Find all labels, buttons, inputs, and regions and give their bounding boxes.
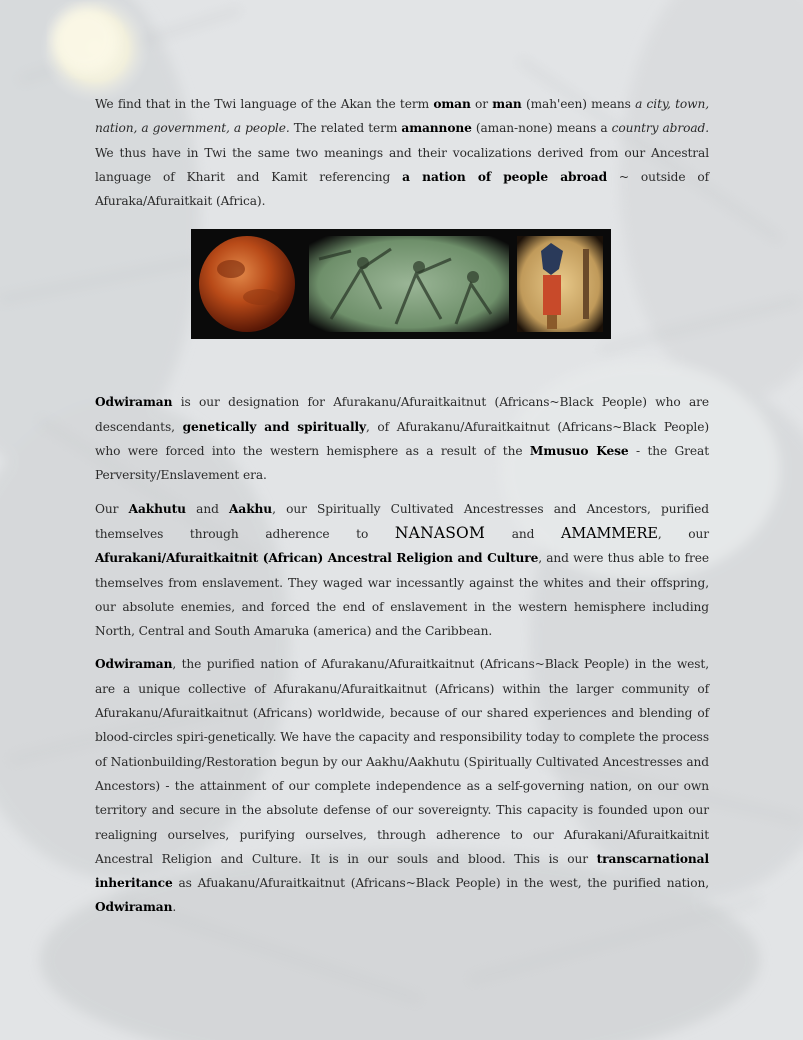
paragraph-oman: [95, 92, 709, 213]
text-run: and: [485, 526, 562, 541]
text-run: We find that in the Twi language of the Akan the term: [95, 97, 434, 111]
text-run: Our: [95, 501, 129, 516]
term-aakhutu: Aakhutu: [128, 501, 186, 516]
text-run: , the purified nation of Afurakanu/Afuraitkaitnut (Africans~Black People) in the west, are a unique collective of Afurakanu/Afuraitkaitnut (Africans) within the larger community of Afurakanu/Afuraitkaitnut (Africans) worldwide, because of our shared experiences and blending of blood-circles spiri-genetically. We have the capacity and responsibility today to complete the process of Nationbuilding/Restoration begun by our Aakhu/Aakhutu (Spiritually Cultivated Ancestresses and Ancestors) - the attainment of our complete independence as a self-governing nation, on our own territory and secure in the absolute defense of our sovereignty. This capacity is founded upon our realigning ourselves, purifying ourselves, through adherence to our Afurakani/Afuraitkaitnit Ancestral Religion and Culture. It is in our souls and blood. This is our: [95, 657, 709, 866]
term-ancestral-religion: Afurakani/Afuraitkaitnit (African) Ancestral Religion and Culture: [95, 551, 539, 566]
term-amammere: AMAMMERE: [561, 525, 658, 542]
text-run: The related term: [289, 121, 402, 136]
section-spacer: [95, 339, 709, 390]
text-run: (mah'een) means: [521, 97, 636, 111]
term-man: man: [492, 97, 522, 111]
term-country-abroad: country abroad.: [611, 121, 709, 136]
text-run: We thus have in Twi the same two meanings and their vocalizations derived from our Ancestral language of Kharit and Kamit referencing: [95, 145, 709, 184]
term-oman: oman: [433, 97, 471, 111]
paragraph-ancestors: [95, 497, 709, 644]
paragraph-purified-nation: [95, 652, 709, 919]
text-run: - the Great Perversity/Enslavement era.: [95, 444, 709, 483]
red-planet-image: [199, 236, 295, 332]
text-run: as Afuakanu/Afuraitkaitnut (Africans~Black People) in the west, the purified nation,: [172, 876, 709, 891]
term-aakhu: Aakhu: [229, 501, 273, 516]
term-meanings: a city, town, nation, a government, a people.: [95, 97, 709, 136]
text-run: and: [185, 501, 230, 516]
term-odwiraman: Odwiraman: [95, 657, 173, 672]
term-genetically-spiritually: genetically and spiritually: [182, 419, 366, 434]
term-transcarnational-inheritance: transcarnational inheritance: [95, 851, 709, 891]
banner-image-strip: [191, 229, 611, 339]
text-run: , our: [657, 526, 710, 541]
text-run: .: [172, 900, 177, 915]
text-run: or: [470, 97, 493, 111]
term-amannone: amannone: [401, 121, 472, 136]
engraving-scene-image: [309, 236, 509, 332]
egyptian-relief-image: [517, 236, 603, 332]
text-run: is our designation for Afurakanu/Afuraitkaitnut (Africans~Black People) who are descendants,: [95, 395, 709, 434]
term-mmusuo-kese: Mmusuo Kese: [529, 444, 629, 459]
text-run: , our Spiritually Cultivated Ancestresses and Ancestors, purified themselves through adherence to: [95, 501, 709, 541]
paragraph-odwiraman-definition: [95, 390, 709, 487]
term-odwiraman: Odwiraman: [95, 900, 173, 915]
text-run: , of Afurakanu/Afuraitkaitnut (Africans~Black People) who were forced into the western hemisphere as a result of the: [95, 419, 709, 459]
term-odwiraman: Odwiraman: [95, 395, 173, 410]
text-run: , and were thus able to free themselves from enslavement. They waged war incessantly against the whites and their offspring, our absolute enemies, and forced the end of enslavement in the western hemisphere including North, Central and South Amaruka (america) and the Caribbean.: [95, 551, 709, 639]
article-body: [95, 92, 709, 920]
text-run: (aman-none) means a: [471, 121, 612, 136]
term-nanasom: NANASOM: [394, 523, 486, 542]
text-run: ~ outside of Afuraka/Afuraitkait (Africa).: [95, 169, 709, 209]
term-nation-abroad: a nation of people abroad: [402, 169, 608, 184]
